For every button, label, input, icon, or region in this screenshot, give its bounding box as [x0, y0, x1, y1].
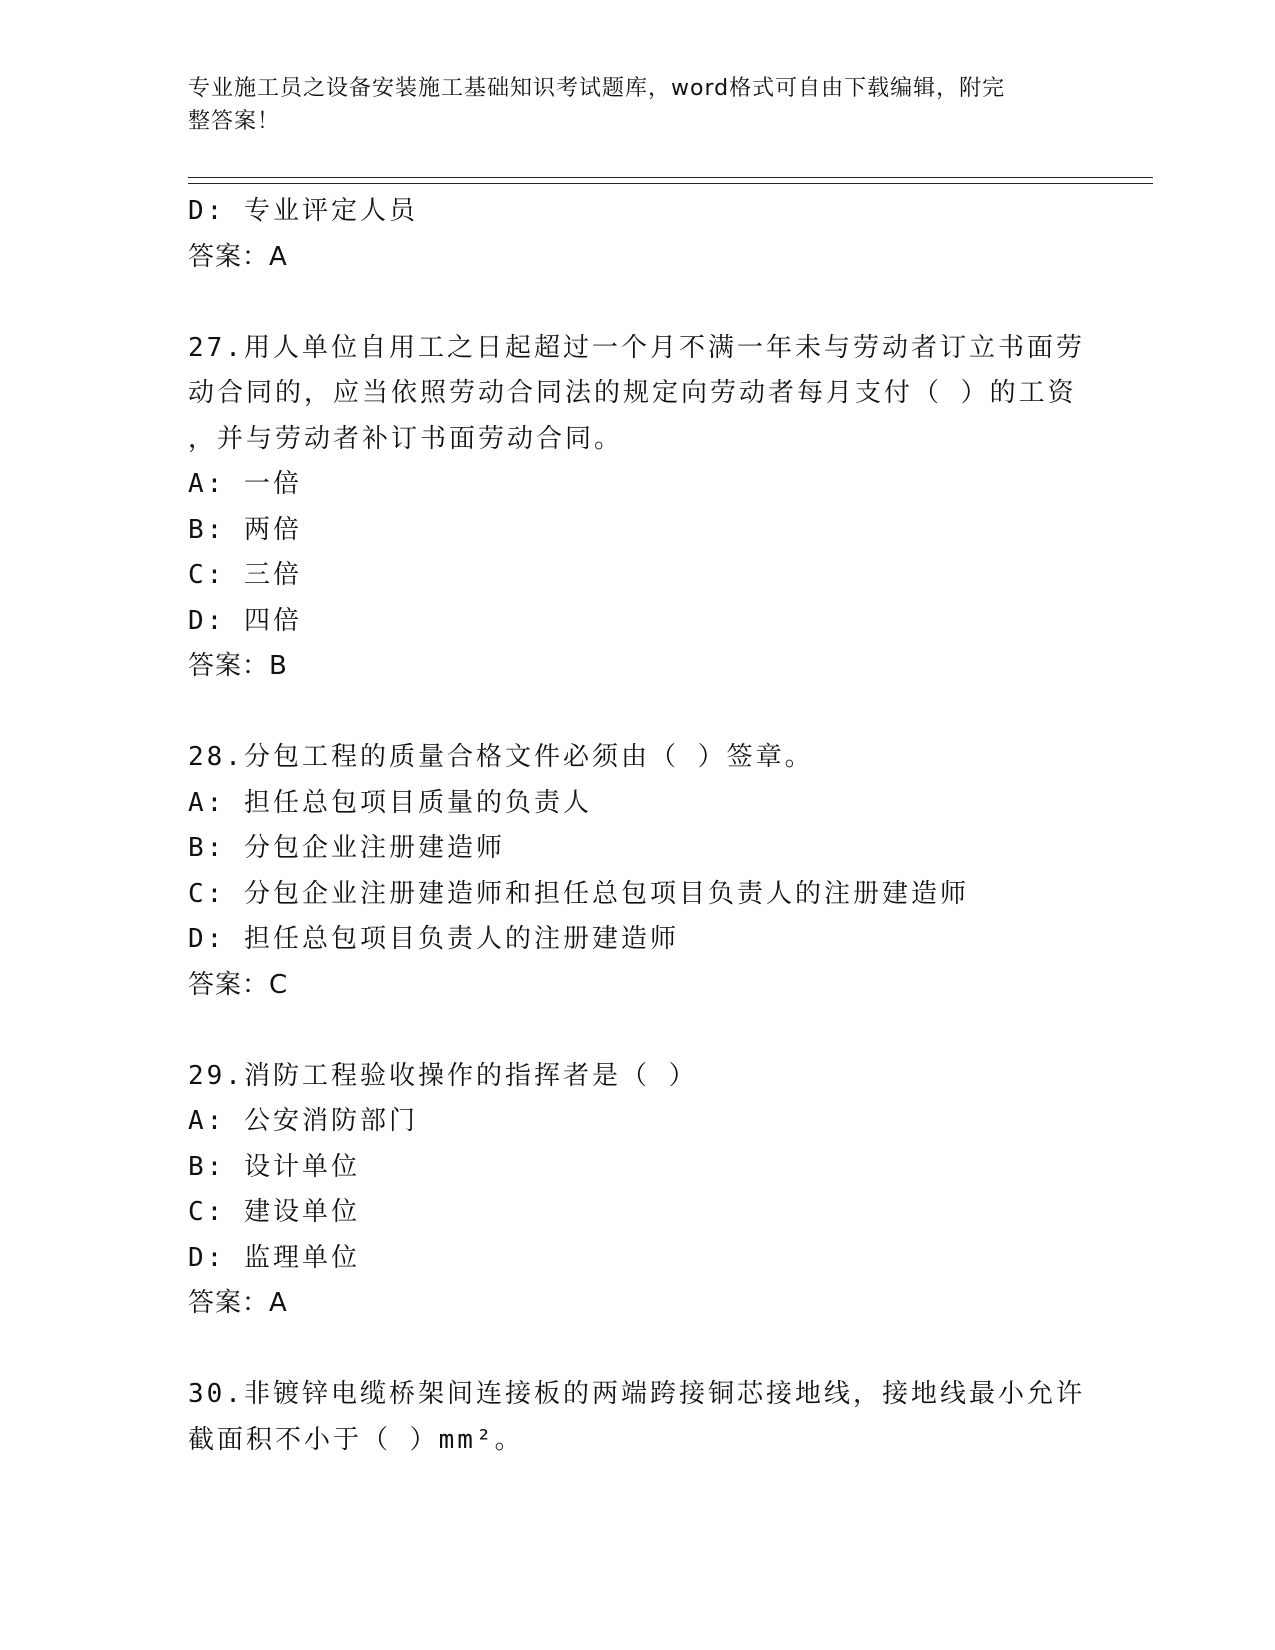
option-c: C: 三倍: [188, 560, 302, 590]
answer: 答案：C: [188, 969, 289, 1000]
question-text: 截面积不小于（ ）mm²。: [188, 1424, 524, 1455]
answer: 答案：B: [188, 651, 288, 681]
question-30: [188, 1372, 1088, 1463]
question-text: ，并与劳动者补订书面劳动合同。: [188, 423, 624, 454]
question-29: [188, 1054, 1088, 1327]
option-d: D: 专业评定人员: [188, 196, 418, 226]
header-line-1: 专业施工员之设备安装施工基础知识考试题库，word格式可自由下载编辑，附完: [188, 76, 1006, 101]
question-27: [188, 326, 1088, 690]
question-text: 29.消防工程验收操作的指挥者是（ ）: [188, 1060, 698, 1091]
header-line-2: 整答案！: [188, 109, 281, 134]
question-text: 27.用人单位自用工之日起超过一个月不满一年未与劳动者订立书面劳: [188, 332, 1085, 363]
spacer: [188, 690, 1088, 736]
answer: 答案：A: [188, 1288, 288, 1318]
spacer: [188, 1008, 1088, 1054]
option-c: C: 建设单位: [188, 1197, 360, 1227]
answer: 答案：A: [188, 241, 288, 272]
option-a: A: 公安消防部门: [188, 1106, 418, 1136]
option-a: A: 担任总包项目质量的负责人: [188, 787, 592, 818]
question-list: [188, 189, 1088, 1463]
header-divider-top: [188, 177, 1153, 178]
option-d: D: 四倍: [188, 605, 302, 636]
option-d: D: 担任总包项目负责人的注册建造师: [188, 924, 679, 954]
header-divider-bottom: [188, 183, 1153, 184]
question-text: 动合同的，应当依照劳动合同法的规定向劳动者每月支付（ ）的工资: [188, 378, 1077, 408]
option-b: B: 两倍: [188, 514, 302, 545]
option-d: D: 监理单位: [188, 1242, 360, 1273]
option-b: B: 设计单位: [188, 1151, 360, 1182]
option-b: B: 分包企业注册建造师: [188, 833, 505, 863]
option-c: C: 分包企业注册建造师和担任总包项目负责人的注册建造师: [188, 878, 969, 909]
document-header: [188, 72, 1068, 138]
option-a: A: 一倍: [188, 469, 302, 499]
question-text: 28.分包工程的质量合格文件必须由（ ）签章。: [188, 742, 814, 772]
question-28: [188, 735, 1088, 1008]
spacer: [188, 1327, 1088, 1373]
spacer: [188, 280, 1088, 326]
question-text: 30.非镀锌电缆桥架间连接板的两端跨接铜芯接地线，接地线最小允许: [188, 1379, 1085, 1409]
